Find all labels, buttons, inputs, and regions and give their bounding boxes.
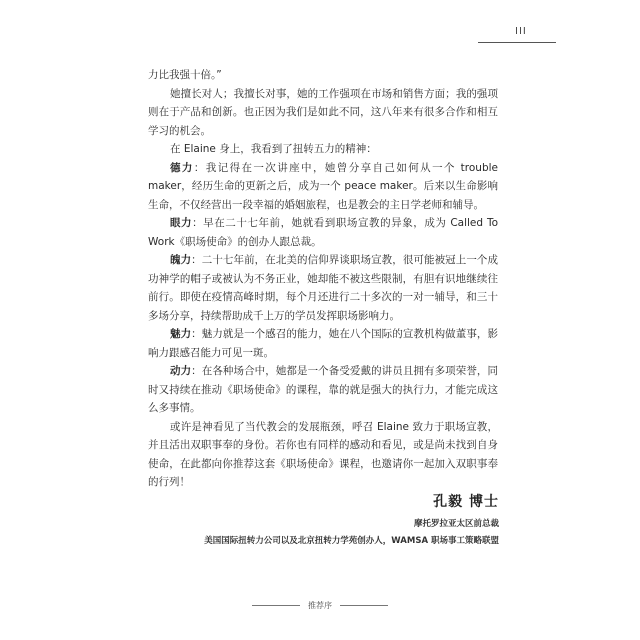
author-title: 摩托罗拉亚太区前总裁 (413, 519, 499, 529)
virtue-term: 眼力 (170, 217, 193, 229)
paragraph-virtue-3 (148, 251, 498, 325)
paragraph-virtue-5 (148, 362, 498, 418)
body-text (148, 66, 498, 492)
virtue-term: 德力 (170, 161, 194, 174)
paragraph-virtue-1 (148, 159, 498, 215)
paragraph-closing: 或许是神看见了当代教会的发展瓶颈，呼召 Elaine 致力于职场宣教，并且活出双职事奉的身份。若你也有同样的感动和看见，或是尚未找到自身使命，在此都向你推荐这套《职场使命》课程，也邀请你一起加入双职事奉的行列！ (148, 420, 498, 488)
footer-rule-left (252, 605, 300, 606)
author-name: 孔毅 博士 (433, 494, 499, 510)
paragraph-2: 她擅长对人；我擅长对事，她的工作强项在市场和销售方面；我的强项则在于产品和创新。也正因为我们是如此不同，这八年来有很多合作和相互学习的机会。 (148, 87, 498, 137)
header-rule (478, 42, 556, 43)
paragraph-1: 力比我强十倍。” (148, 69, 222, 81)
page-footer (0, 600, 640, 611)
footer-rule-right (340, 605, 388, 606)
author-title: 美国国际扭转力公司以及北京扭转力学苑创办人，WAMSA 职场事工策略联盟 (204, 536, 499, 546)
virtue-text: ：我记得在一次讲座中，她曾分享自己如何从一个 trouble maker，经历生命的更新之后，成为一个 peace maker。后来以生命影响生命，不仅经营出一段幸福的婚姻旅程，也是教会的主日学老师和辅导。 (148, 161, 498, 211)
page-number: III (515, 26, 527, 37)
section-label: 推荐序 (308, 601, 332, 610)
paragraph-virtue-4 (148, 325, 498, 362)
virtue-term: 魅力 (170, 328, 192, 340)
virtue-text: ：早在二十七年前，她就看到职场宣教的异象，成为 Called To Work《职场使命》的创办人跟总裁。 (148, 217, 498, 248)
virtue-text: ：二十七年前，在北美的信仰界谈职场宣教，很可能被冠上一个成功神学的帽子或被认为不务正业，她却能不被这些限制，有胆有识地继续往前行。即使在疫情高峰时期，每个月还进行二十多次的一对一辅导，和三十多场分享，持续帮助成千上万的学员发挥职场影响力。 (148, 254, 499, 322)
paragraph-3: 在 Elaine 身上，我看到了扭转五力的精神： (170, 143, 377, 155)
virtue-term: 魄力 (170, 254, 192, 266)
virtue-text: ：魅力就是一个感召的能力，她在八个国际的宣教机构做董事，影响力跟感召能力可见一斑。 (148, 328, 499, 359)
virtue-term: 动力 (170, 365, 192, 377)
signature-block (204, 491, 499, 550)
paragraph-virtue-2 (148, 214, 498, 251)
virtue-text: ：在各种场合中，她都是一个备受爱戴的讲员且拥有多项荣誉，同时又持续在推动《职场使命》的课程，靠的就是强大的执行力，才能完成这么多事情。 (148, 365, 499, 414)
